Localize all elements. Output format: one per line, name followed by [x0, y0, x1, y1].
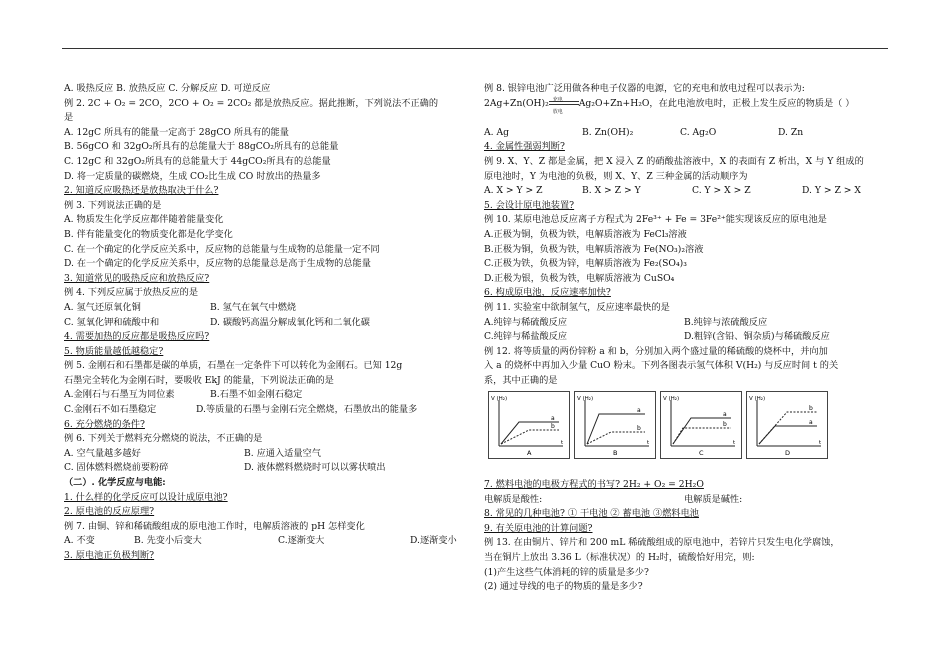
text-line: 例 11. 实验室中欲制氢气，反应速率最快的是: [484, 301, 670, 313]
text-line: 当在铜片上放出 3.36 L（标准状况）的 H₂时，硫酸恰好用完，则:: [484, 552, 755, 564]
text-line: 例 7. 由铜、锌和稀硫酸组成的原电池工作时，电解质溶液的 pH 怎样变化: [64, 520, 365, 532]
reversible-arrow-icon: [549, 97, 579, 116]
text-line: 例 12. 将等质量的两份锌粉 a 和 b，分别加入两个盛过量的稀硫酸的烧杯中，并向加: [484, 345, 828, 357]
graph-option-a: [488, 391, 570, 459]
battery-equation: [484, 97, 889, 116]
answer-option: C. Y > X > Z: [692, 185, 751, 197]
equation-rhs: Ag₂O+Zn+H₂O: [578, 97, 650, 109]
curve-b: [501, 430, 559, 444]
header-rule: [62, 48, 888, 49]
answer-option: B.纯锌与浓硫酸反应: [684, 316, 768, 328]
answer-option: A. 氢气还原氧化铜: [64, 301, 141, 313]
option-label: D: [785, 449, 791, 458]
section-heading: 2. 原电池的反应原理?: [64, 506, 155, 518]
text-line: 原电池时，Y 为电池的负极，则 X、Y、Z 三种金属的活动顺序为: [484, 170, 748, 182]
text-line: 例 2. 2C + O₂ = 2CO，2CO + O₂ = 2CO₂ 都是放热反应。据此推断，下列说法不正确的: [64, 97, 439, 109]
text-line: D. 将一定质量的碳燃烧，生成 CO₂比生成 CO 时放出的热量多: [64, 170, 321, 182]
graph-option-b: [574, 391, 656, 459]
text-line: 是: [64, 112, 74, 124]
graph-options-panel: [488, 391, 889, 461]
curve-label: a: [809, 419, 813, 427]
graph-plot: [489, 392, 569, 458]
curve-label: a: [723, 411, 727, 419]
option-row: [484, 126, 889, 141]
text-line: 例 9. X、Y、Z 都是金属，把 X 浸入 Z 的硝酸盐溶液中，X 的表面有 Z 析出，X 与 Y 组成的: [484, 155, 864, 167]
text-line: 石墨完全转化为金刚石时，要吸收 EkJ 的能量，下列说法正确的是: [64, 374, 334, 386]
answer-option: 电解质是碱性:: [684, 493, 743, 505]
x-axis-label: t: [561, 440, 564, 447]
option-row: [64, 316, 484, 331]
section-heading: 1. 什么样的化学反应可以设计成原电池?: [64, 491, 228, 503]
arrow-label-charge: 充电: [552, 97, 563, 104]
text-line: 入 a 的烧杯中再加入少量 CuO 粉末。下列各图表示氢气体积 V(H₂) 与反应时间 t 的关: [484, 360, 839, 372]
answer-option: A. X > Y > Z: [484, 185, 543, 197]
curve-b: [759, 412, 817, 444]
text-line: A.正极为铜，负极为铁，电解质溶液为 FeCl₃溶液: [484, 228, 687, 240]
x-axis-label: t: [647, 440, 650, 447]
x-axis-label: t: [733, 440, 736, 447]
graph-option-c: [660, 391, 742, 459]
left-column: [64, 82, 484, 564]
answer-option: C.逐渐变大: [278, 535, 325, 547]
answer-option: A. 不变: [64, 535, 95, 547]
text-line: (2) 通过导线的电子的物质的量是多少?: [484, 581, 643, 593]
option-row: [64, 447, 484, 462]
answer-option: D. 液体燃料燃烧时可以以雾状喷出: [244, 462, 386, 474]
right-column-top: [484, 82, 889, 388]
text-line: C. 在一个确定的化学反应关系中，反应物的总能量与生成物的总能量一定不同: [64, 243, 380, 255]
curve-label: a: [551, 415, 555, 423]
section-heading: 6. 充分燃烧的条件?: [64, 418, 145, 430]
answer-option: D.逐渐变小: [410, 535, 457, 547]
answer-option: B. 氢气在氧气中燃烧: [210, 301, 297, 313]
answer-option: C.金刚石不如石墨稳定: [64, 404, 157, 416]
answer-option: 电解质是酸性:: [484, 493, 543, 505]
section-heading: 5. 物质能量越低越稳定?: [64, 345, 164, 357]
section-heading: 3. 原电池正负极判断?: [64, 550, 155, 561]
y-axis-label: V (H₂): [491, 396, 508, 403]
curve-b: [587, 432, 645, 444]
graph-option-d: [746, 391, 828, 459]
text-line: B. 56gCO 和 32gO₂所具有的总能量大于 88gCO₂所具有的总能量: [64, 141, 339, 153]
section-heading: 8. 常见的几种电池? ① 干电池 ② 蓄电池 ③燃料电池: [484, 508, 699, 520]
curve-label: a: [637, 407, 641, 415]
text-line: 例 6. 下列关于燃料充分燃烧的说法，不正确的是: [64, 433, 263, 445]
answer-option: A. 空气量越多越好: [64, 447, 141, 459]
curve-label: b: [637, 425, 641, 433]
option-row: [484, 316, 889, 331]
y-axis-label: V (H₂): [577, 396, 594, 403]
graph-plot: [661, 392, 741, 458]
answer-option: D.等质量的石墨与金刚石完全燃烧，石墨放出的能量多: [196, 404, 418, 416]
section-heading: 4. 需要加热的反应都是吸热反应吗?: [64, 331, 210, 343]
answer-option: B. 应通入适量空气: [244, 447, 321, 459]
y-axis-label: V (H₂): [749, 396, 766, 403]
answer-option: B. X > Z > Y: [582, 185, 641, 197]
option-row: [64, 388, 484, 403]
text-line: D.正极为银，负极为铁，电解质溶液为 CuSO₄: [484, 272, 675, 284]
answer-option: A.纯锌与稀硫酸反应: [484, 316, 568, 328]
option-row: [64, 461, 484, 476]
text-line: A. 吸热反应 B. 放热反应 C. 分解反应 D. 可逆反应: [64, 83, 271, 94]
answer-option: B. Zn(OH)₂: [582, 126, 634, 138]
right-column: [484, 82, 889, 595]
option-row: [64, 534, 484, 549]
answer-option: C.纯锌与稀盐酸反应: [484, 331, 568, 343]
option-row: [484, 493, 889, 508]
curve-a: [759, 426, 817, 444]
text-line: C.正极为铁，负极为锌，电解质溶液为 Fe₂(SO₄)₃: [484, 258, 687, 270]
option-label: C: [699, 449, 704, 458]
curve-label: b: [723, 421, 727, 429]
right-column-bottom: [484, 463, 889, 594]
answer-option: B. 先变小后变大: [134, 535, 202, 547]
option-row: [484, 184, 889, 199]
section-heading: 7. 燃料电池的电极方程式的书写? 2H₂ + O₂ = 2H₂O: [484, 479, 704, 491]
text-line: B. 伴有能量变化的物质变化都是化学变化: [64, 228, 233, 240]
equation-question: ，在此电池放电时，正极上发生反应的物质是（ ）: [649, 97, 855, 109]
text-line: （二）. 化学反应与电能:: [64, 477, 166, 489]
text-line: 例 4. 下列反应属于放热反应的是: [64, 287, 199, 299]
answer-option: D. Zn: [778, 126, 804, 138]
answer-option: A. Ag: [484, 126, 509, 138]
text-line: A. 12gC 所具有的能量一定高于 28gCO 所具有的能量: [64, 126, 289, 138]
text-line: 系，其中正确的是: [484, 374, 558, 386]
option-row: [64, 403, 484, 418]
curve-b: [673, 428, 731, 444]
answer-option: C. 氢氧化钾和硫酸中和: [64, 316, 160, 328]
section-heading: 3. 知道常见的吸热反应和放热反应?: [64, 272, 210, 284]
text-line: 例 5. 金刚石和石墨都是碳的单质，石墨在一定条件下可以转化为金刚石。已知 12g: [64, 360, 403, 372]
text-line: D. 在一个确定的化学反应关系中，反应物的总能量总是高于生成物的总能量: [64, 258, 371, 270]
option-label: A: [527, 449, 532, 458]
curve-label: b: [551, 423, 555, 431]
section-heading: 9. 有关原电池的计算问题?: [484, 522, 593, 534]
arrow-label-discharge: 放电: [552, 109, 563, 116]
x-axis-label: t: [819, 440, 822, 447]
spacer: [484, 111, 889, 126]
text-line: 例 8. 银锌电池广泛用做各种电子仪器的电源，它的充电和放电过程可以表示为:: [484, 83, 805, 94]
section-heading: 6. 构成原电池，反应速率加快?: [484, 287, 611, 299]
spacer: [484, 463, 889, 478]
answer-option: D. 碳酸钙高温分解成氧化钙和二氧化碳: [210, 316, 370, 328]
graph-plot: [747, 392, 827, 458]
section-heading: 4. 金属性强弱判断?: [484, 141, 565, 153]
graph-plot: [575, 392, 655, 458]
equation-lhs: 2Ag+Zn(OH)₂: [484, 97, 549, 109]
text-line: 例 10. 某原电池总反应离子方程式为 2Fe³⁺ + Fe = 3Fe²⁺能实现该反应的原电池是: [484, 214, 827, 226]
answer-option: D. Y > Z > X: [802, 185, 861, 197]
text-line: 例 13. 在由铜片、锌片和 200 mL 稀硫酸组成的原电池中，若锌片只发生电化学腐蚀，: [484, 537, 840, 549]
section-heading: 2. 知道反应吸热还是放热取决于什么?: [64, 185, 219, 197]
answer-option: C. Ag₂O: [680, 126, 717, 138]
section-heading: 5. 会设计原电池装置?: [484, 199, 575, 211]
option-row: [484, 330, 889, 345]
text-line: (1)产生这些气体消耗的锌的质量是多少?: [484, 566, 649, 578]
option-row: [64, 301, 484, 316]
text-line: 例 3. 下列说法正确的是: [64, 199, 162, 211]
text-line: A. 物质发生化学反应都伴随着能量变化: [64, 214, 224, 226]
answer-option: C. 固体燃料燃烧前要粉碎: [64, 462, 169, 474]
y-axis-label: V (H₂): [663, 396, 680, 403]
option-label: B: [613, 449, 618, 458]
answer-option: D.粗锌(含铅、铜杂质)与稀硫酸反应: [684, 331, 830, 343]
answer-option: B.石墨不如金刚石稳定: [210, 389, 303, 401]
answer-option: A.金刚石与石墨互为同位素: [64, 389, 175, 401]
text-line: B.正极为铜，负极为铁，电解质溶液为 Fe(NO₃)₂溶液: [484, 243, 704, 255]
curve-label: b: [809, 405, 813, 413]
text-line: C. 12gC 和 32gO₂所具有的总能量大于 44gCO₂所具有的总能量: [64, 155, 331, 167]
